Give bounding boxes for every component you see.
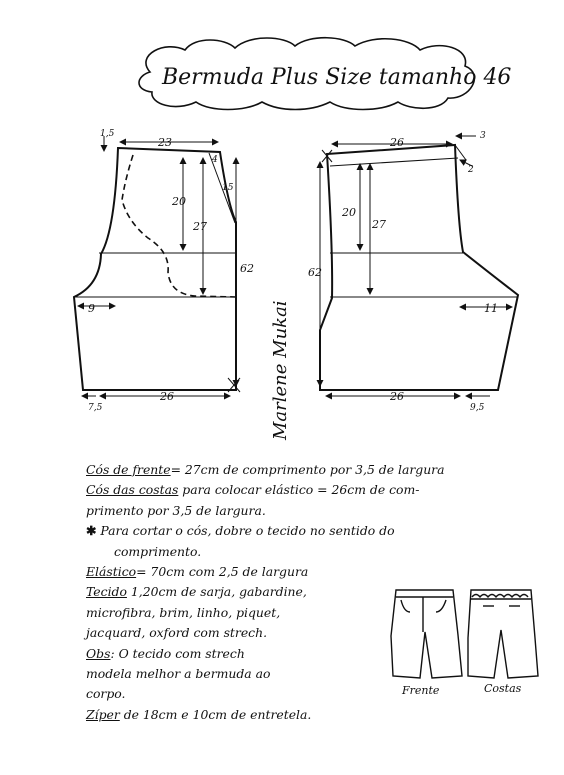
elastico-label: Elástico [86,564,137,580]
front-dimensions [88,129,254,413]
back-height-upper-label: 20 [342,206,356,219]
front-hem-offset-label: 7,5 [88,403,103,413]
cos-frente-text: = 27cm de comprimento por 3,5 de largura [170,462,445,477]
note-tecido-cont2: jacquard, oxford com strech. [86,625,268,641]
corte-text: Para cortar o cós, dobre o tecido no sentido do [100,523,395,539]
cos-costas-text: para colocar elástico = 26cm de com- [178,482,420,498]
note-obs-cont2: corpo. [86,686,126,702]
pattern-notes [86,460,526,725]
front-illustration-label: Frente [402,684,440,697]
front-outline [74,148,236,390]
note-obs-cont1: modela melhor a bermuda ao [86,666,271,682]
front-top-offset-label: 1,5 [100,129,115,139]
note-tecido-cont1: microfibra, brim, linho, piquet, [86,604,281,620]
back-side-len-label: 62 [308,266,322,279]
note-elastico [86,562,526,582]
tecido-label: Tecido [86,584,127,600]
front-piece [74,148,236,390]
front-hem-label: 26 [160,390,174,403]
front-side-len-label: 62 [240,262,254,275]
ziper-label: Zíper [86,706,120,722]
front-height-full-label: 27 [193,220,207,233]
back-waist-offset-label: 2 [468,165,474,175]
note-cos-frente [86,460,526,480]
asterisk-icon: ✱ [86,523,97,539]
note-corte [86,521,526,541]
elastico-text: = 70cm com 2,5 de largura [136,564,309,580]
note-cos-costas-cont: primento por 3,5 de largura. [86,502,266,518]
cos-frente-label: Cós de frente [86,462,171,477]
front-pocket-small-label: 4 [212,155,218,165]
obs-text: : O tecido com strech [110,645,245,661]
pattern-title: Bermuda Plus Size tamanho 46 [162,65,512,90]
back-width-top-label: 26 [390,136,404,149]
front-pocket-len-label: 15 [222,183,234,193]
cos-costas-label: Cós das costas [86,482,179,498]
ziper-text: de 18cm e 10cm de entretela. [119,706,312,722]
signature: Marlene Mukai [270,300,291,440]
back-illustration-label: Costas [484,682,522,695]
tecido-text: 1,20cm de sarja, gabardine, [126,584,307,600]
note-corte-cont: comprimento. [114,543,202,559]
note-ziper [86,705,526,725]
front-crotch-label: 9 [88,302,95,315]
note-tecido [86,582,526,602]
obs-label: Obs [86,645,111,661]
back-piece [320,145,518,390]
front-height-upper-label: 20 [172,195,186,208]
back-hem-offset-label: 9,5 [470,403,485,413]
back-outline [320,145,518,390]
back-top-offset-label: 3 [480,131,486,141]
back-crotch-label: 11 [484,302,498,315]
back-hem-label: 26 [390,390,404,403]
note-obs [86,644,526,664]
back-height-full-label: 27 [372,218,386,231]
note-cos-costas [86,480,526,500]
back-dimensions [308,131,498,413]
front-width-top-label: 23 [158,136,172,149]
